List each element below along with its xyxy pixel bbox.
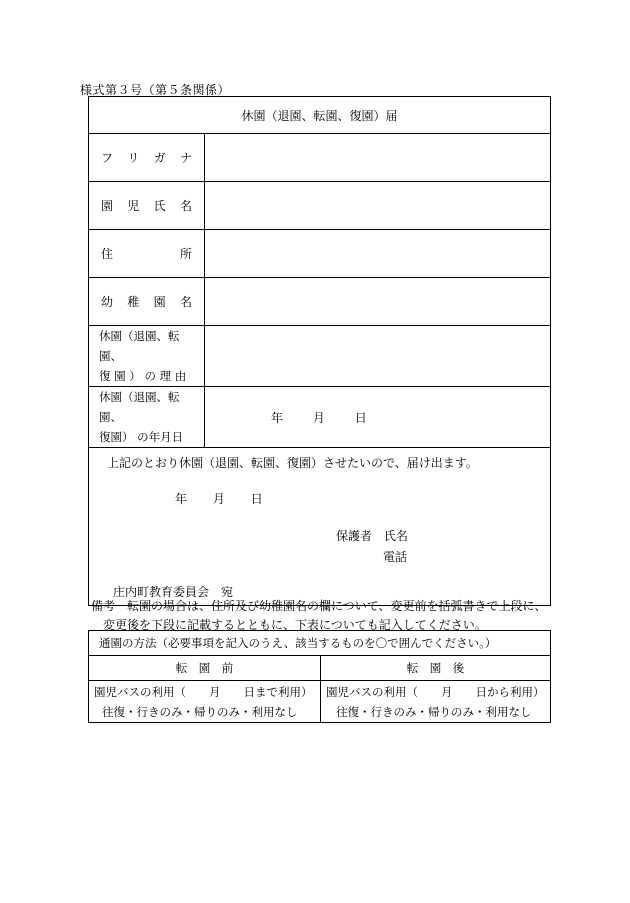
address-char: 住 xyxy=(101,247,114,261)
declaration-text: 上記のとおり休園（退園、転園、復園）させたいので、届け出ます。 xyxy=(107,456,478,470)
after-transfer-header: 転 園 後 xyxy=(321,656,551,681)
address-char: 所 xyxy=(179,247,192,261)
after-options[interactable]: 往復・行きのみ・帰りのみ・利用なし xyxy=(336,704,532,719)
child-name-field[interactable] xyxy=(205,182,551,230)
submission-date[interactable] xyxy=(175,490,263,507)
child-name-label xyxy=(89,182,205,230)
notes-line2: 変更後を下段に記載するとともに、下表についても記入してください。 xyxy=(103,618,487,632)
reason-label xyxy=(89,326,205,387)
date-year: 年 xyxy=(271,410,284,425)
furigana-char: リ xyxy=(127,151,140,165)
notice-form-table xyxy=(88,96,551,606)
name-label: 氏名 xyxy=(383,529,408,543)
kindergarten-char: 園 xyxy=(153,295,166,309)
commute-title: 通園の方法（必要事項を記入のうえ、該当するものを〇で囲んでください。） xyxy=(89,631,551,656)
before-bus-usage: 園児バスの利用（ 月 日まで利用） xyxy=(94,684,313,699)
furigana-char: ナ xyxy=(179,151,192,165)
after-transfer-cell[interactable] xyxy=(321,681,551,723)
child-name-char: 園 xyxy=(101,199,114,213)
kindergarten-field[interactable] xyxy=(205,278,551,326)
before-transfer-cell[interactable] xyxy=(89,681,321,723)
kindergarten-char: 幼 xyxy=(101,295,114,309)
kindergarten-char: 稚 xyxy=(127,295,140,309)
guardian-name-label xyxy=(336,527,408,544)
furigana-field[interactable] xyxy=(205,134,551,182)
phone-label: 電話 xyxy=(383,550,408,564)
address-label xyxy=(89,230,205,278)
furigana-char: ガ xyxy=(153,151,166,165)
addressee: 庄内町教育委員会 宛 xyxy=(113,585,234,599)
commute-method-table xyxy=(88,630,551,723)
date-month: 月 xyxy=(312,410,325,425)
form-title: 休園（退園、転園、復園）届 xyxy=(89,97,551,134)
kindergarten-label xyxy=(89,278,205,326)
form-number: 様式第３号（第５条関係） xyxy=(80,83,231,97)
notes-line1: 備考 転園の場合は、住所及び幼稚園名の欄について、変更前を括弧書きで上段に、 xyxy=(91,599,547,613)
reason-label-line1: 休園（退園、転園、 xyxy=(99,329,180,363)
date-day: 日 xyxy=(354,410,367,425)
kindergarten-char: 名 xyxy=(179,295,192,309)
date-label-line1: 休園（退園、転園、 xyxy=(99,390,180,424)
furigana-label xyxy=(89,134,205,182)
reason-field[interactable] xyxy=(205,326,551,387)
child-name-char: 氏 xyxy=(153,199,166,213)
date-field[interactable] xyxy=(205,387,551,448)
after-bus-usage: 園児バスの利用（ 月 日から利用） xyxy=(326,684,545,699)
submission-year: 年 xyxy=(175,492,188,506)
guardian-label: 保護者 xyxy=(336,529,373,543)
date-label-line2: 復園） の年月日 xyxy=(99,430,184,444)
submission-month: 月 xyxy=(212,492,225,506)
declaration-section xyxy=(89,448,551,606)
address-field[interactable] xyxy=(205,230,551,278)
date-label xyxy=(89,387,205,448)
child-name-char: 児 xyxy=(127,199,140,213)
child-name-char: 名 xyxy=(179,199,192,213)
before-options[interactable]: 往復・行きのみ・帰りのみ・利用なし xyxy=(102,704,298,719)
furigana-char: フ xyxy=(101,151,114,165)
before-transfer-header: 転 園 前 xyxy=(89,656,321,681)
reason-label-line2: 復 園 ） の 理 由 xyxy=(99,369,187,383)
submission-day: 日 xyxy=(250,492,263,506)
